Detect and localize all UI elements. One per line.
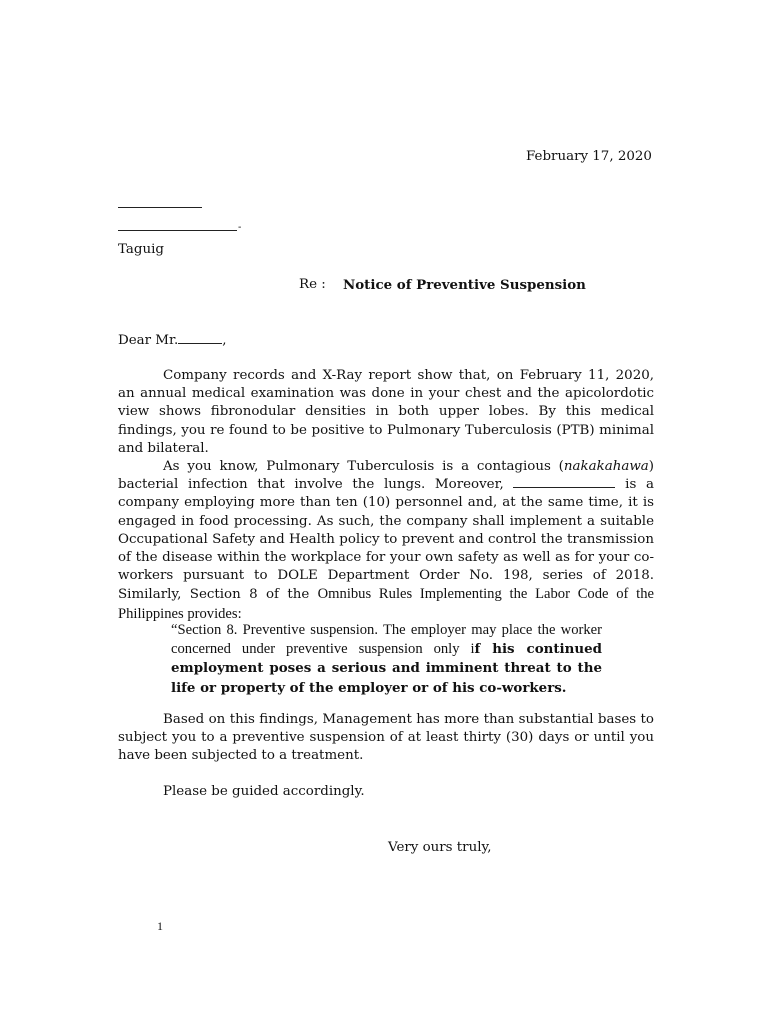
italic-term: nakakahawa: [563, 459, 649, 474]
salutation-prefix: Dear Mr.: [118, 333, 179, 348]
paragraph2-part4: Omnibus Rules Implementing the Labor Code of the Philippines provides:: [118, 586, 654, 622]
company-name-blank: [513, 476, 615, 488]
salutation-name-blank: [178, 332, 222, 344]
page-number: 1: [157, 919, 163, 933]
subject-line: Notice of Preventive Suspension: [343, 277, 586, 293]
paragraph-suspension-basis: Based on this findings, Management has more than substantial bases to subject you to a preventive suspension of at least thirty (30) days or until you have been subjected to a treatment.: [118, 712, 654, 764]
address-dash: -: [238, 222, 242, 233]
quote-plain-text: “Section 8. Preventive suspension. The employer may place the worker concerned under preventive suspension only i: [171, 622, 602, 658]
recipient-city: Taguig: [118, 242, 164, 257]
re-label: Re :: [299, 277, 326, 292]
salutation-suffix: ,: [222, 333, 227, 348]
paragraph2-part1: As you know, Pulmonary Tuberculosis is a contagious (: [163, 459, 564, 474]
paragraph-medical-findings: Company records and X-Ray report show that, on February 11, 2020, an annual medical examination was done in your chest and the apicolordotic view shows fibronodular densities in both upper lobes. By this medical findings, you re found to be positive to Pulmonary Tuberculosis (PTB) minimal and bilateral.: [118, 368, 654, 456]
paragraph2-part3: is a company employing more than ten (10) personnel and, at the same time, it is engaged in food processing. As such, the company shall implement a suitable Occupational Safety and Health policy to prevent and control the transmission of the disease within the workplace for your own safety as well as for your co-workers pursuant to DOLE Department Order No. 198, series of 2018. Similarly, Section 8 of the: [118, 477, 654, 603]
signoff: Very ours truly,: [388, 840, 492, 855]
recipient-address-blank: [118, 230, 237, 231]
paragraph2-part2: ) bacterial infection that involve the lungs. Moreover,: [118, 459, 654, 493]
letter-date: February 17, 2020: [526, 149, 652, 164]
paragraph-contagious-disease: [118, 458, 654, 624]
recipient-name-blank: [118, 207, 202, 208]
section-8-quote: [171, 621, 602, 698]
closing-line: Please be guided accordingly.: [163, 784, 365, 799]
quote-bold-text: f his continued employment poses a serious and imminent threat to the life or property of the employer or of his co-workers.: [171, 641, 602, 696]
salutation: [118, 332, 226, 350]
